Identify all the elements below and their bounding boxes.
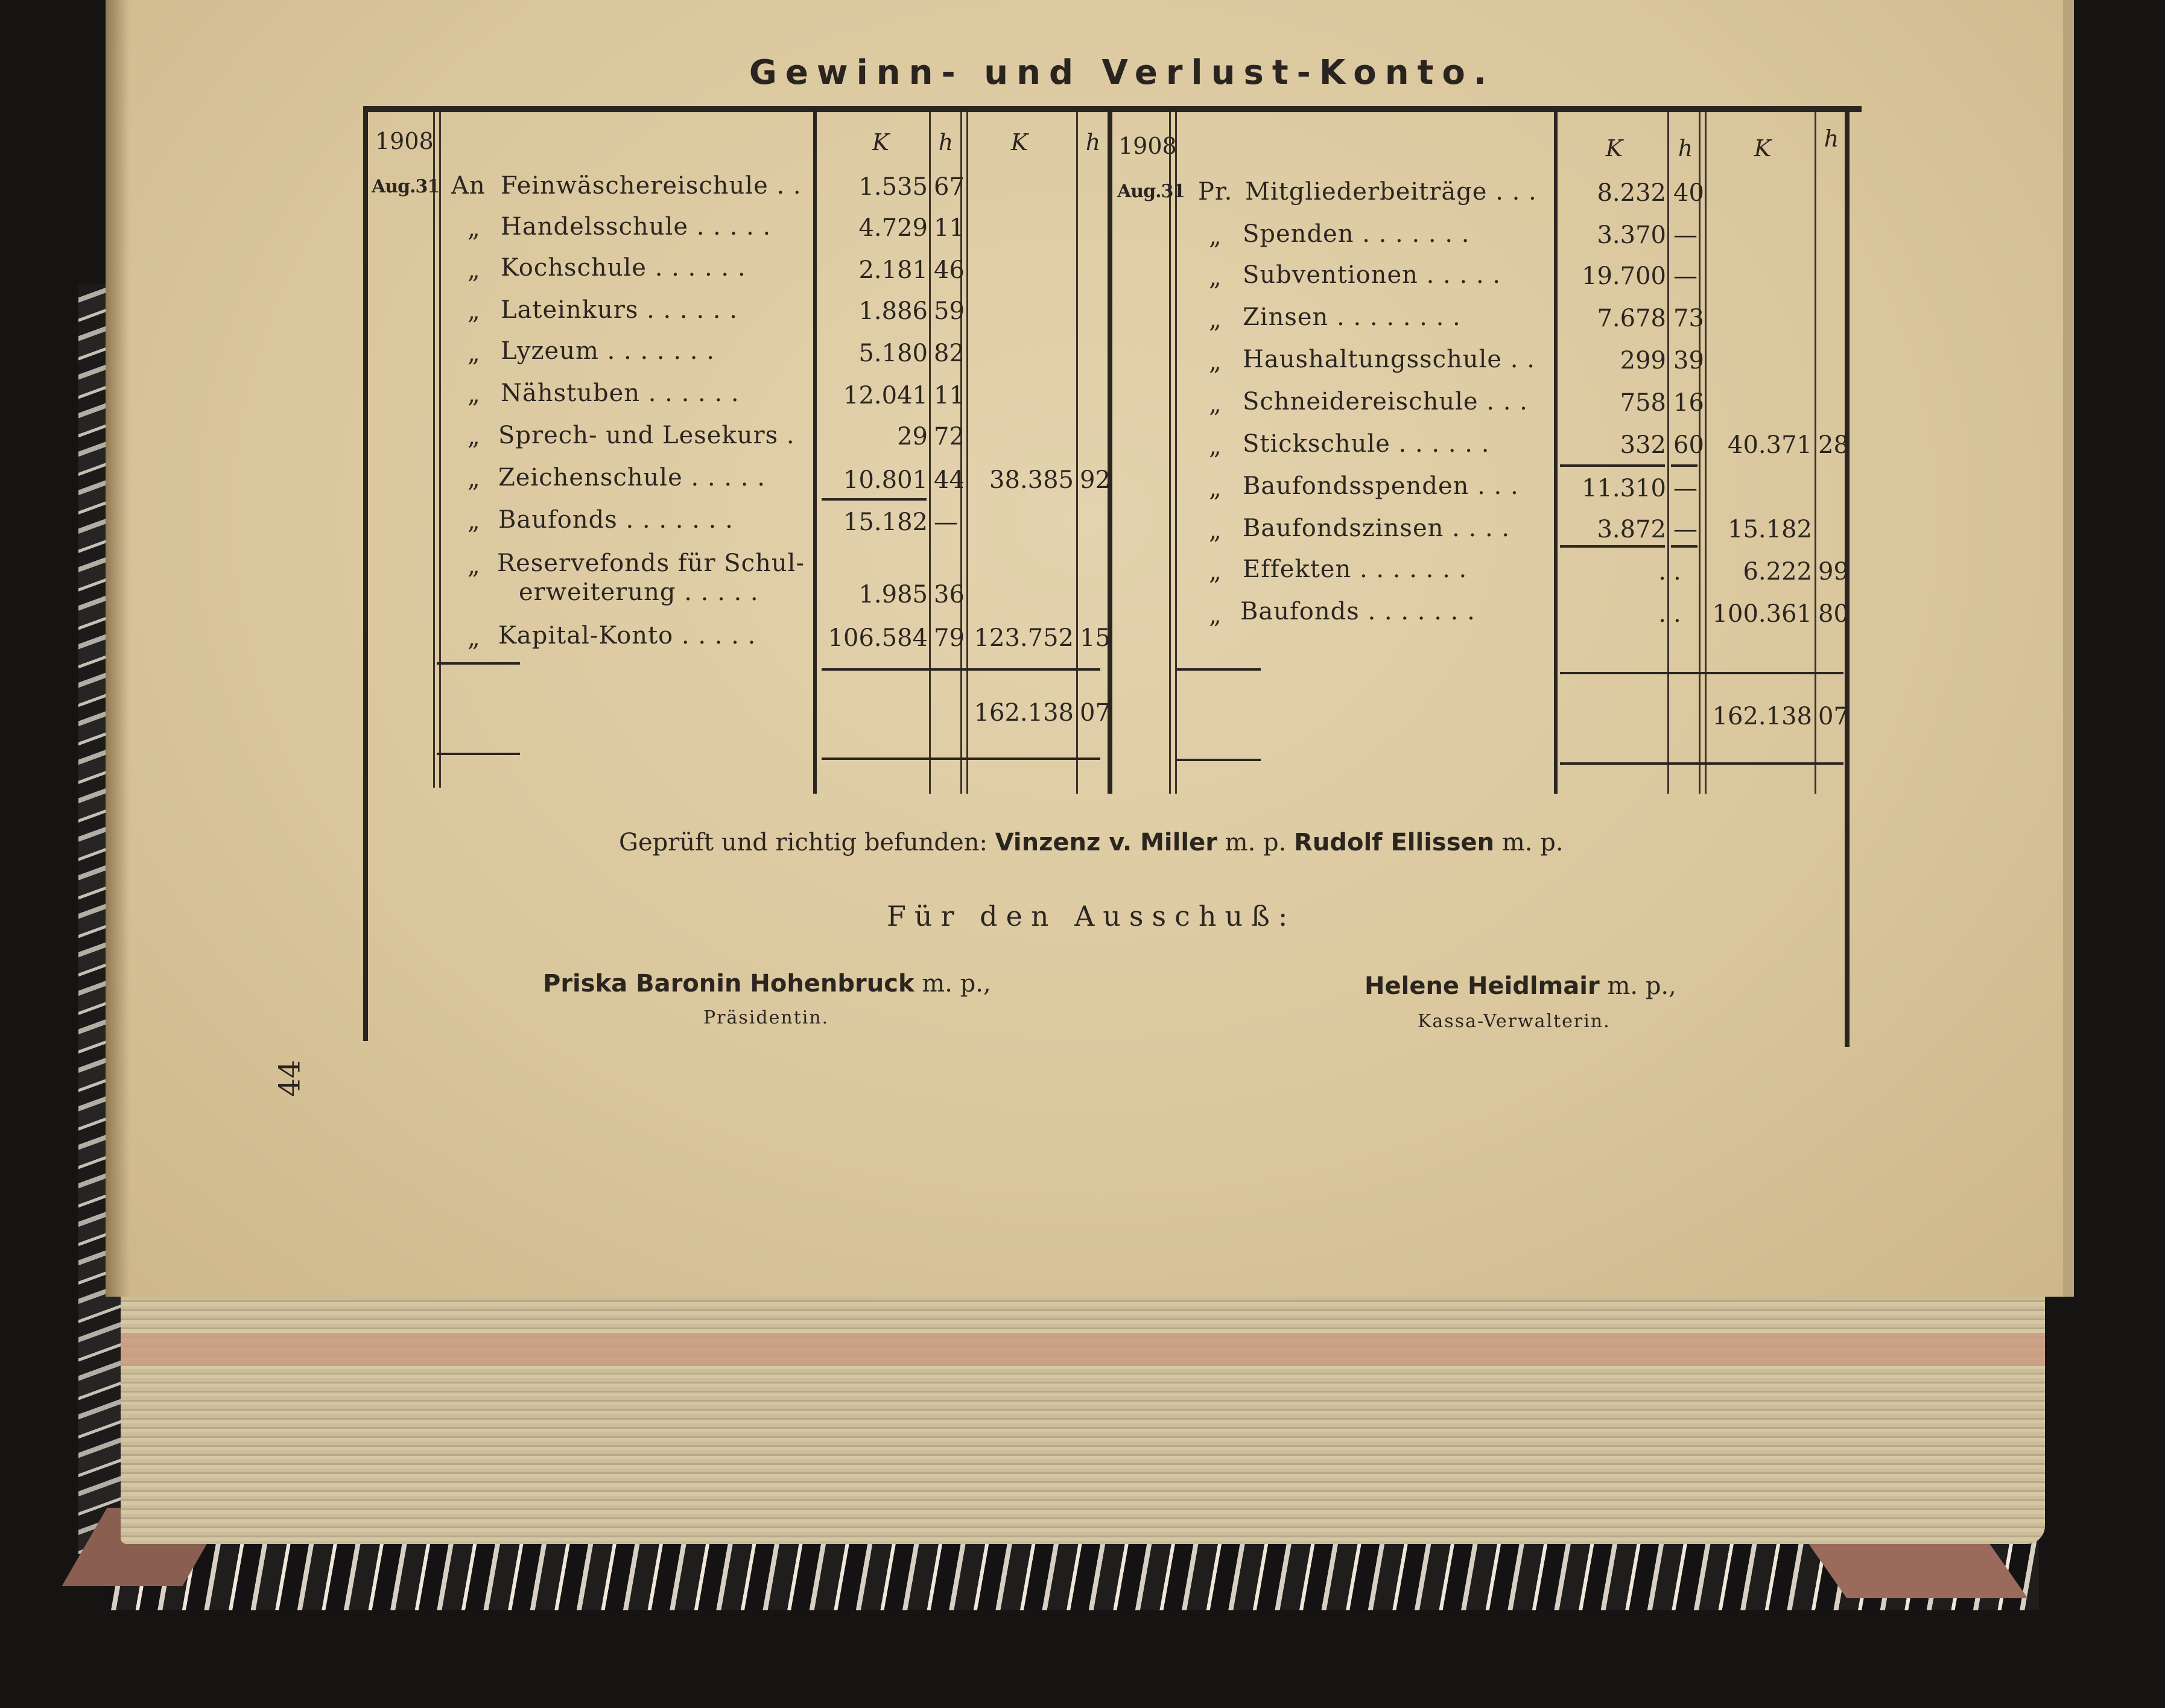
right-row-label: Haushaltungsschule . . [1243,346,1535,373]
left-row-h: 36 [934,581,965,609]
left-row-label: Sprech- und Lesekurs . [498,422,795,449]
left-total-k: 162.138 [974,699,1074,727]
right-total-h: 07 [1818,703,1849,730]
right-subtotal-k: 6.222 [1743,558,1812,586]
right-row-label: Baufondszinsen . . . . [1243,514,1510,542]
left-h-header: h [938,129,954,156]
right-subtotal-h: 28 [1818,431,1849,459]
right-row-k: 299 [1620,347,1666,375]
right-row-h: . [1673,600,1681,628]
right-row-label: Baufondsspenden . . . [1243,472,1519,500]
left-row-label-cont: erweiterung . . . . . [519,578,759,606]
right-row-k: 332 [1620,431,1666,459]
left-row-label: Lateinkurs . . . . . . [501,296,738,324]
right-row-h: 73 [1673,305,1704,332]
left-row-h: 44 [934,466,965,494]
left-year: 1908 [375,128,434,154]
right-row-h: 40 [1673,179,1704,207]
right-k-header: K [1605,135,1623,162]
left-total-h: 07 [1080,699,1111,727]
auditor-name: Vinzenz v. Miller [995,829,1217,856]
left-row-label: Kochschule . . . . . . [501,254,746,282]
left-row-h: 59 [934,297,965,325]
right-subtotal-h: 99 [1818,558,1849,586]
signer-role: Präsidentin. [703,1007,829,1028]
left-row-k: 4.729 [858,214,928,242]
cover-corner-right [1808,1544,2027,1598]
left-row-k: 106.584 [828,624,928,652]
right-row-k: 3.872 [1597,516,1666,543]
left-row-k: 29 [897,423,928,451]
left-row-k: 10.801 [843,466,928,494]
right-row-label: Effekten . . . . . . . [1243,555,1468,583]
right-row-k: . [1658,600,1666,628]
right-row-h: 39 [1673,347,1704,375]
right-row-label: Baufonds . . . . . . . [1240,598,1476,625]
right-date: Aug.31 [1117,181,1185,202]
left-row-h: 11 [934,214,965,242]
left-row-h: 11 [934,382,965,410]
right-row-label: Zinsen . . . . . . . . [1243,303,1461,331]
right-prefix: Pr. [1198,178,1233,206]
signer-name: Helene Heidlmair [1365,972,1600,1000]
right-row-k: 19.700 [1582,262,1666,290]
right-row-h: — [1673,221,1697,249]
right-total-k-header: K [1754,135,1772,162]
left-date: Aug.31 [372,176,440,197]
right-row-h: . [1673,558,1681,586]
left-subtotal-k: 123.752 [974,624,1074,652]
left-row-label: Feinwäschereischule . . [501,172,802,200]
right-subtotal-h: 80 [1818,600,1849,628]
signer-role: Kassa-Verwalterin. [1418,1011,1611,1032]
left-k-header: K [872,129,890,156]
auditor-mp: m. p. [1225,829,1287,856]
signer-mp: m. p., [922,970,991,998]
right-row-label: Stickschule . . . . . . [1243,430,1490,458]
ledger-left-rule [363,106,368,1041]
left-row-k: 2.181 [858,256,928,284]
right-row-h: 16 [1673,389,1704,417]
left-row-label: Baufonds . . . . . . . [498,506,734,534]
left-row-label: Zeichenschule . . . . . [498,464,766,492]
left-subtotal-h: 92 [1080,466,1111,494]
auditor-mp: m. p. [1501,829,1564,856]
left-row-h: 67 [934,173,965,201]
left-subtotal-k: 38.385 [989,466,1074,494]
right-row-h: 60 [1673,431,1704,459]
signer-president [543,970,991,998]
left-prefix: An [451,172,486,200]
left-row-h: — [934,508,958,536]
right-row-label: Mitgliederbeiträge . . . [1245,178,1537,206]
right-h-header: h [1678,135,1693,162]
signer-mp: m. p., [1607,972,1676,1000]
right-row-h: — [1673,262,1697,290]
verification-line [619,829,1564,856]
left-row-k: 5.180 [858,340,928,367]
right-total-h-header: h [1824,125,1839,152]
page-edges [121,1279,2045,1544]
left-row-k: 1.985 [858,581,928,609]
left-row-label: Lyzeum . . . . . . . [501,337,715,365]
right-row-k: 7.678 [1597,305,1666,332]
left-row-k: 12.041 [843,382,928,410]
left-row-label: Kapital-Konto . . . . . [498,622,756,650]
right-subtotal-k: 40.371 [1728,431,1812,459]
left-row-k: 1.535 [858,173,928,201]
right-row-k: 11.310 [1582,475,1666,502]
right-total-k: 162.138 [1712,703,1812,730]
right-row-label: Schneidereischule . . . [1243,388,1528,416]
verification-label: Geprüft und richtig befunden: [619,829,987,856]
right-row-k: . [1658,558,1666,586]
left-row-label: Reservefonds für Schul- [497,549,805,577]
right-subtotal-k: 15.182 [1728,516,1812,543]
right-year: 1908 [1118,133,1177,159]
ledger-top-rule [363,106,1862,112]
auditor-name: Rudolf Ellissen [1294,829,1495,856]
signer-treasurer [1365,972,1676,1000]
left-subtotal-h: 15 [1080,624,1111,652]
right-row-k: 3.370 [1597,221,1666,249]
left-total-h-header: h [1085,129,1101,156]
committee-heading: Für den Ausschuß: [887,900,1296,932]
left-row-k: 1.886 [858,297,928,325]
left-row-h: 72 [934,423,965,451]
right-subtotal-k: 100.361 [1712,600,1812,628]
left-row-h: 46 [934,256,965,284]
left-row-label: Handelsschule . . . . . [501,213,772,241]
left-row-label: Nähstuben . . . . . . [501,379,740,407]
page-number: 44 [273,1060,307,1097]
left-total-k-header: K [1010,129,1029,156]
right-row-label: Spenden . . . . . . . [1243,220,1470,248]
left-row-h: 79 [934,624,965,652]
right-row-h: — [1673,516,1697,543]
signer-name: Priska Baronin Hohenbruck [543,970,914,998]
right-row-k: 8.232 [1597,179,1666,207]
right-row-h: — [1673,475,1697,502]
page-title: Gewinn- und Verlust-Konto. [749,53,1495,92]
right-row-k: 758 [1620,389,1666,417]
left-row-k: 15.182 [843,508,928,536]
left-row-h: 82 [934,340,965,367]
right-row-label: Subventionen . . . . . [1243,261,1501,289]
